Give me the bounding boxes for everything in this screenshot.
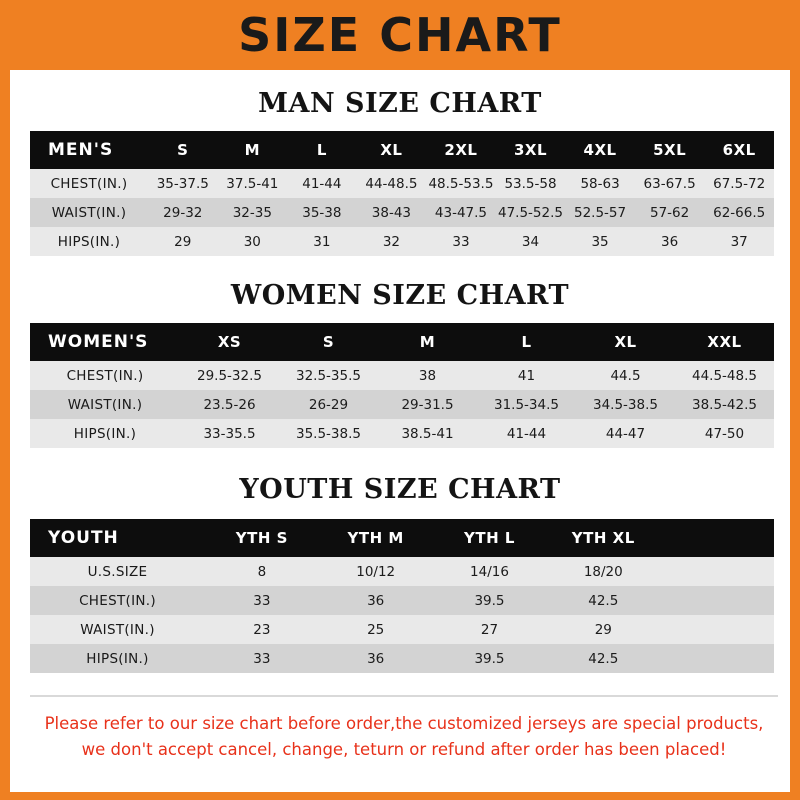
cell: 29-32 <box>148 198 218 227</box>
row-label: CHEST(IN.) <box>30 169 148 198</box>
cell: 36 <box>319 586 433 615</box>
table-header-row <box>30 323 774 361</box>
cell: 32 <box>357 227 427 256</box>
cell: 29.5-32.5 <box>180 361 279 390</box>
cell: 27 <box>433 615 547 644</box>
cell: 58-63 <box>565 169 635 198</box>
footer-note-line-1: Please refer to our size chart before order,the customized jerseys are special products, <box>44 714 764 733</box>
table-row <box>30 557 774 586</box>
column-header: YTH L <box>433 519 547 557</box>
cell: 18/20 <box>546 557 660 586</box>
cell: 25 <box>319 615 433 644</box>
cell: 34 <box>496 227 566 256</box>
footer-note-line-2: we don't accept cancel, change, teturn or refund after order has been placed! <box>81 739 727 759</box>
column-header: YOUTH <box>30 519 205 557</box>
cell: 31.5-34.5 <box>477 390 576 419</box>
row-label: CHEST(IN.) <box>30 361 180 390</box>
cell: 38-43 <box>357 198 427 227</box>
column-header: M <box>218 131 288 169</box>
cell: 14/16 <box>433 557 547 586</box>
page-title: SIZE CHART <box>238 8 562 62</box>
cell: 43-47.5 <box>426 198 496 227</box>
table-row <box>30 198 774 227</box>
table-row <box>30 586 774 615</box>
column-header: 3XL <box>496 131 566 169</box>
column-header: XL <box>357 131 427 169</box>
table-row <box>30 615 774 644</box>
column-header: WOMEN'S <box>30 323 180 361</box>
cell: 33 <box>426 227 496 256</box>
cell-spacer <box>660 586 774 615</box>
cell: 23.5-26 <box>180 390 279 419</box>
column-header: YTH S <box>205 519 319 557</box>
cell: 48.5-53.5 <box>426 169 496 198</box>
column-header: M <box>378 323 477 361</box>
banner <box>0 0 800 70</box>
cell: 36 <box>635 227 705 256</box>
column-header: 4XL <box>565 131 635 169</box>
column-header: 6XL <box>704 131 774 169</box>
table-row <box>30 644 774 673</box>
cell: 29-31.5 <box>378 390 477 419</box>
cell: 47.5-52.5 <box>496 198 566 227</box>
cell: 35-37.5 <box>148 169 218 198</box>
row-label: CHEST(IN.) <box>30 586 205 615</box>
cell: 63-67.5 <box>635 169 705 198</box>
cell: 44-47 <box>576 419 675 448</box>
column-header: XXL <box>675 323 774 361</box>
cell: 39.5 <box>433 644 547 673</box>
cell: 57-62 <box>635 198 705 227</box>
section-title-women: WOMEN SIZE CHART <box>230 280 570 311</box>
row-label: WAIST(IN.) <box>30 615 205 644</box>
column-header: S <box>279 323 378 361</box>
cell: 67.5-72 <box>704 169 774 198</box>
column-header: 5XL <box>635 131 705 169</box>
cell: 37.5-41 <box>218 169 288 198</box>
cell: 44.5 <box>576 361 675 390</box>
cell: 42.5 <box>546 586 660 615</box>
cell: 8 <box>205 557 319 586</box>
table-header-row <box>30 519 774 557</box>
youth-size-chart-table <box>30 519 774 673</box>
cell: 38 <box>378 361 477 390</box>
cell: 44.5-48.5 <box>675 361 774 390</box>
cell-spacer <box>660 615 774 644</box>
cell: 38.5-42.5 <box>675 390 774 419</box>
cell: 31 <box>287 227 357 256</box>
row-label: U.S.SIZE <box>30 557 205 586</box>
cell: 37 <box>704 227 774 256</box>
column-header: L <box>287 131 357 169</box>
table-row <box>30 227 774 256</box>
column-header-spacer <box>660 519 774 557</box>
cell: 32.5-35.5 <box>279 361 378 390</box>
column-header: XS <box>180 323 279 361</box>
cell: 44-48.5 <box>357 169 427 198</box>
cell: 35.5-38.5 <box>279 419 378 448</box>
cell: 41-44 <box>287 169 357 198</box>
cell: 33-35.5 <box>180 419 279 448</box>
table-row <box>30 361 774 390</box>
cell-spacer <box>660 644 774 673</box>
table-header-row <box>30 131 774 169</box>
cell: 53.5-58 <box>496 169 566 198</box>
man-size-chart-table <box>30 131 774 256</box>
cell: 52.5-57 <box>565 198 635 227</box>
cell: 41-44 <box>477 419 576 448</box>
women-size-chart-table <box>30 323 774 448</box>
column-header: S <box>148 131 218 169</box>
cell: 36 <box>319 644 433 673</box>
section-title-youth: YOUTH SIZE CHART <box>239 474 561 505</box>
row-label: HIPS(IN.) <box>30 419 180 448</box>
cell: 39.5 <box>433 586 547 615</box>
row-label: WAIST(IN.) <box>30 390 180 419</box>
table-row <box>30 419 774 448</box>
cell: 41 <box>477 361 576 390</box>
content <box>10 88 790 762</box>
column-header: L <box>477 323 576 361</box>
table-row <box>30 169 774 198</box>
cell: 33 <box>205 586 319 615</box>
cell-spacer <box>660 557 774 586</box>
table-row <box>30 390 774 419</box>
cell: 32-35 <box>218 198 288 227</box>
cell: 47-50 <box>675 419 774 448</box>
column-header: YTH XL <box>546 519 660 557</box>
bottom-accent-strip <box>10 792 790 800</box>
column-header: MEN'S <box>30 131 148 169</box>
footer-note <box>30 695 778 762</box>
column-header: 2XL <box>426 131 496 169</box>
cell: 62-66.5 <box>704 198 774 227</box>
cell: 42.5 <box>546 644 660 673</box>
row-label: HIPS(IN.) <box>30 227 148 256</box>
column-header: YTH M <box>319 519 433 557</box>
cell: 10/12 <box>319 557 433 586</box>
cell: 34.5-38.5 <box>576 390 675 419</box>
cell: 33 <box>205 644 319 673</box>
cell: 29 <box>148 227 218 256</box>
cell: 23 <box>205 615 319 644</box>
cell: 26-29 <box>279 390 378 419</box>
cell: 30 <box>218 227 288 256</box>
column-header: XL <box>576 323 675 361</box>
row-label: HIPS(IN.) <box>30 644 205 673</box>
section-title-man: MAN SIZE CHART <box>258 88 542 119</box>
cell: 29 <box>546 615 660 644</box>
cell: 35-38 <box>287 198 357 227</box>
row-label: WAIST(IN.) <box>30 198 148 227</box>
cell: 38.5-41 <box>378 419 477 448</box>
cell: 35 <box>565 227 635 256</box>
